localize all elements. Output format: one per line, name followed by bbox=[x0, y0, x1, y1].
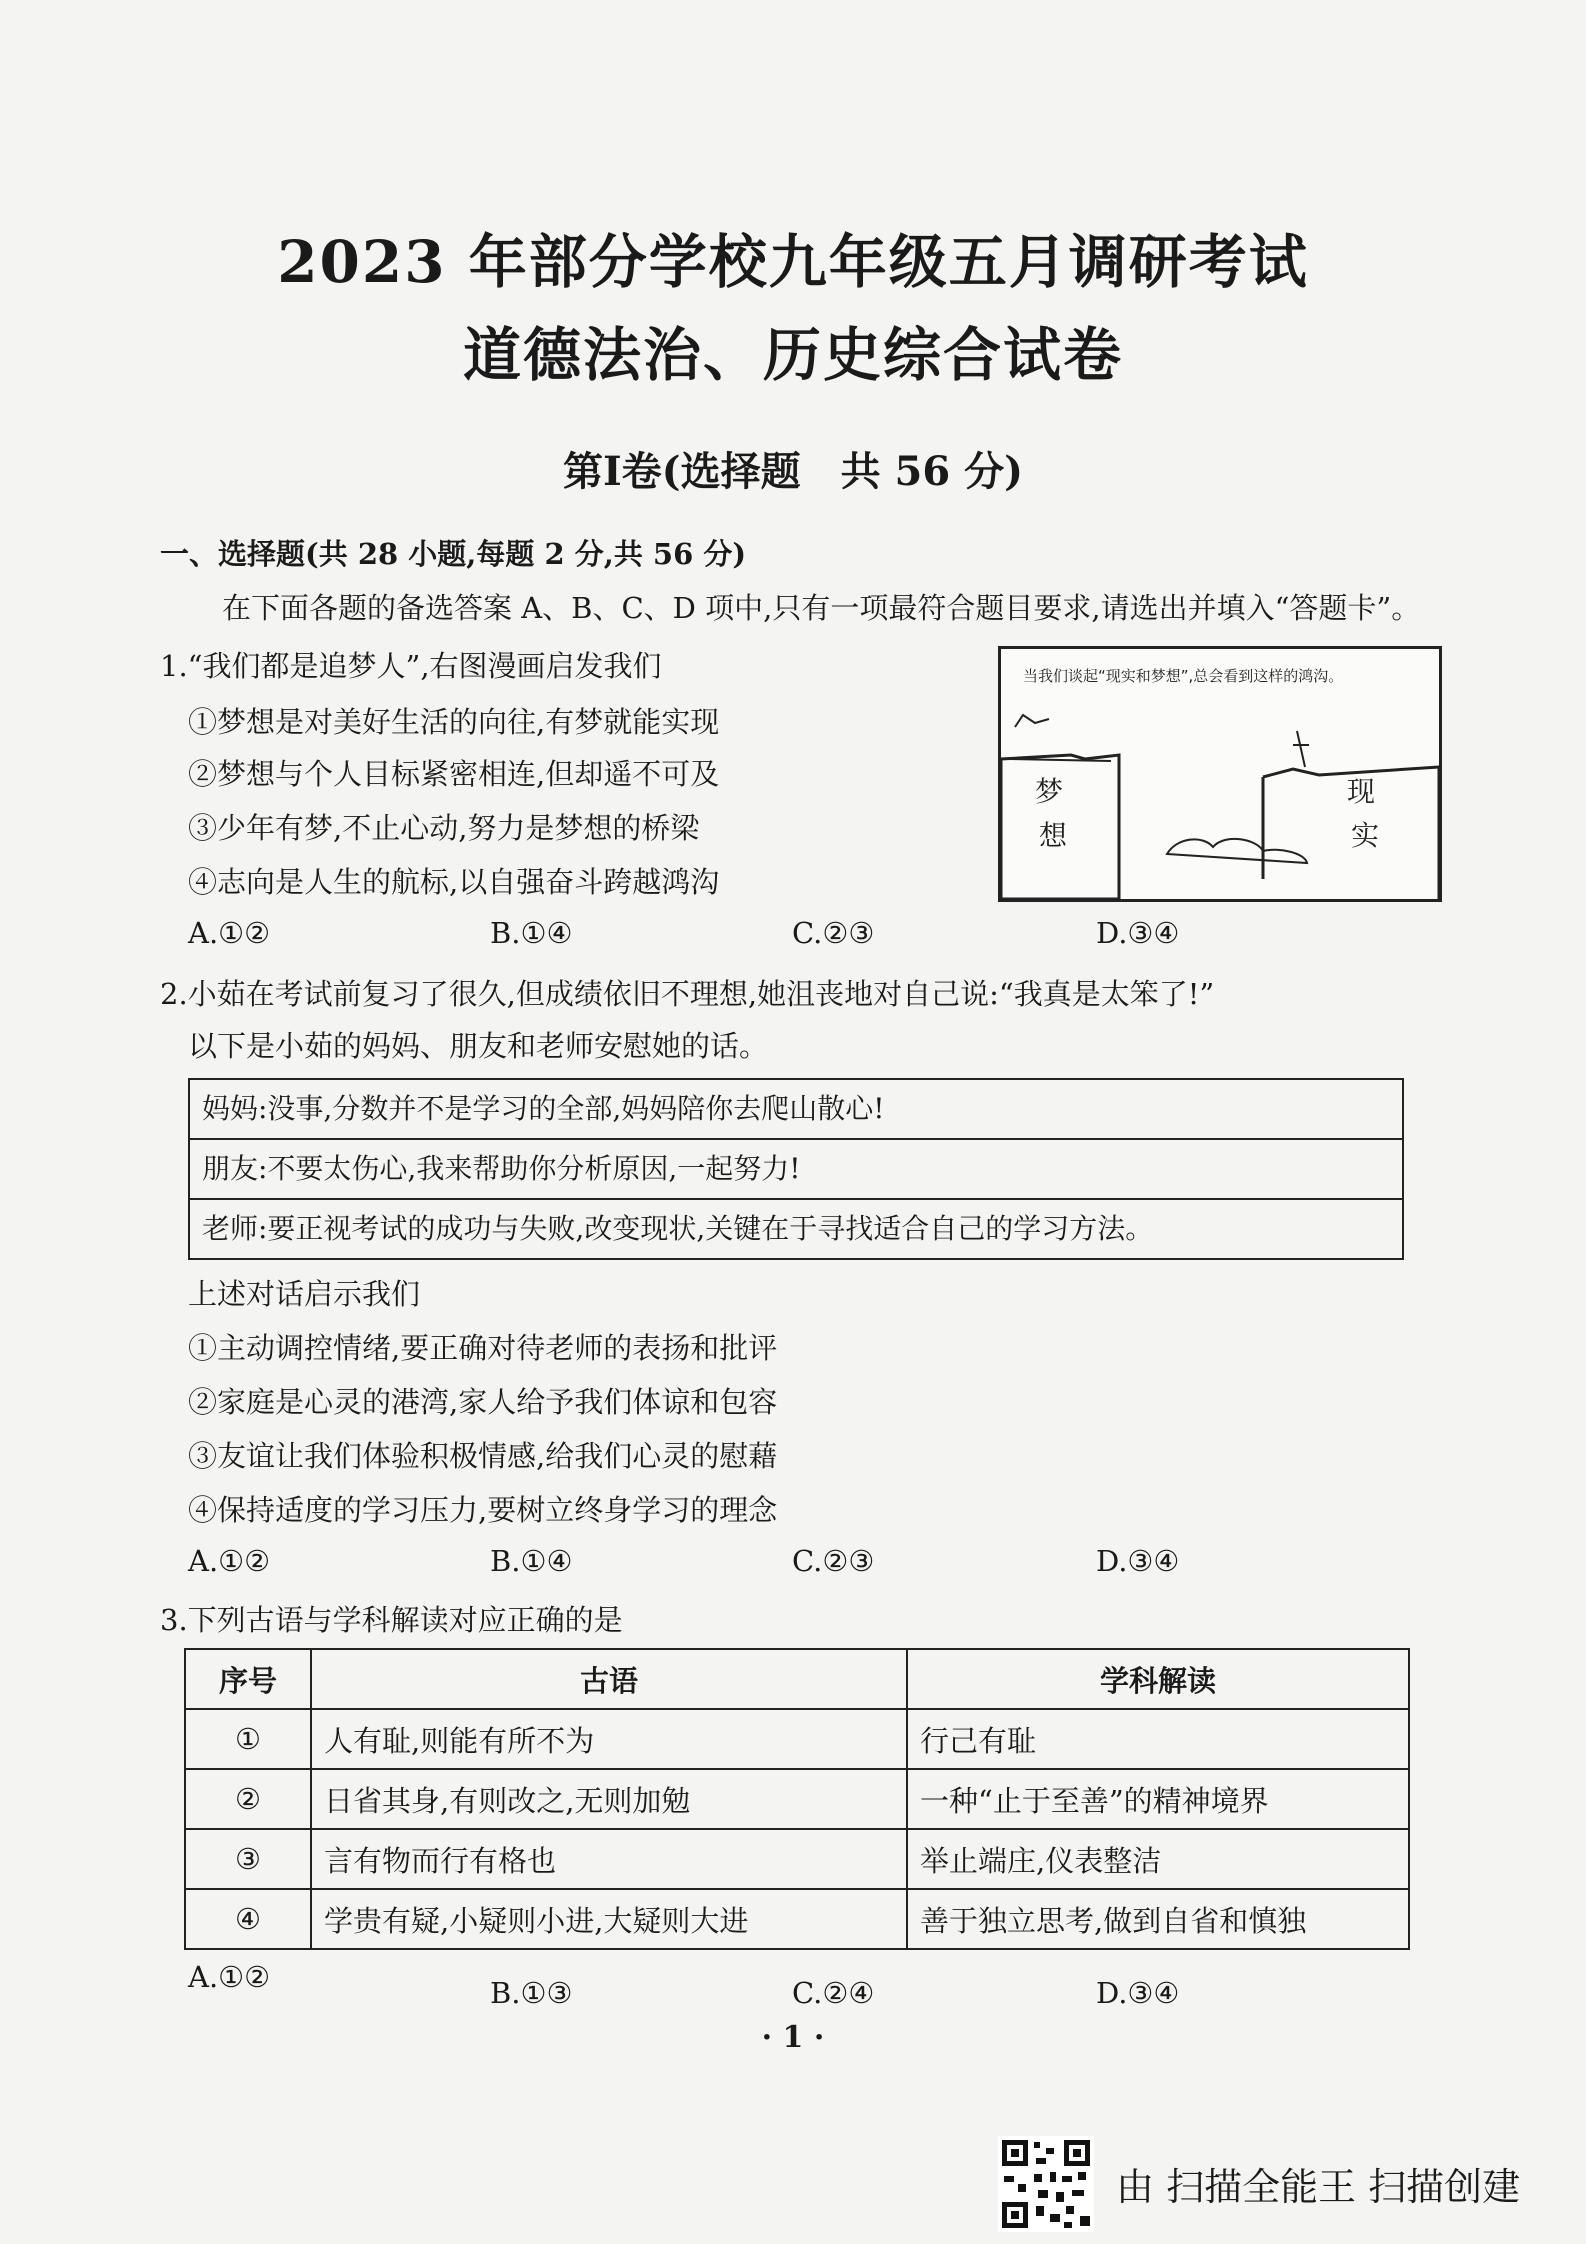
q3-header-saying: 古语 bbox=[311, 1649, 907, 1709]
q1-stem: 1.“我们都是追梦人”,右图漫画启发我们 bbox=[160, 649, 662, 683]
q1-item-2: ②梦想与个人目标紧密相连,但却遥不可及 bbox=[188, 757, 720, 791]
q2-intro: 以下是小茹的妈妈、朋友和老师安慰她的话。 bbox=[188, 1029, 769, 1063]
q3-header-number: 序号 bbox=[185, 1649, 311, 1709]
table-row bbox=[185, 1829, 1409, 1889]
q3-header-row bbox=[185, 1649, 1409, 1709]
q3-table bbox=[184, 1648, 1410, 1950]
q1-option-a: A.①② bbox=[188, 916, 271, 950]
q1-option-c: C.②③ bbox=[792, 916, 875, 950]
q2-lead: 上述对话启示我们 bbox=[188, 1277, 421, 1311]
qr-code-icon bbox=[998, 2136, 1094, 2232]
page-number: · 1 · bbox=[761, 2020, 825, 2055]
q3-cell-interpretation: 行己有耻 bbox=[907, 1709, 1409, 1769]
q3-option-d: D.③④ bbox=[1096, 1976, 1180, 2010]
q2-dialogue-mom: 妈妈:没事,分数并不是学习的全部,妈妈陪你去爬山散心! bbox=[190, 1080, 1402, 1140]
q2-item-1: ①主动调控情绪,要正确对待老师的表扬和批评 bbox=[188, 1331, 778, 1365]
dream-reality-cartoon bbox=[998, 646, 1442, 902]
q3-cell-saying: 日省其身,有则改之,无则加勉 bbox=[311, 1769, 907, 1829]
q3-cell-number: ① bbox=[185, 1709, 311, 1769]
table-row bbox=[185, 1769, 1409, 1829]
exam-title: 2023 年部分学校九年级五月调研考试 bbox=[277, 228, 1309, 296]
q1-item-4: ④志向是人生的航标,以自强奋斗跨越鸿沟 bbox=[188, 865, 720, 899]
q2-option-a: A.①② bbox=[188, 1544, 271, 1578]
q1-option-b: B.①④ bbox=[490, 916, 573, 950]
q3-option-a: A.①② bbox=[188, 1960, 271, 1994]
cartoon-label-dream-1: 梦 bbox=[1035, 775, 1064, 808]
q2-option-c: C.②③ bbox=[792, 1544, 875, 1578]
q1-option-d: D.③④ bbox=[1096, 916, 1180, 950]
q2-dialogue-teacher: 老师:要正视考试的成功与失败,改变现状,关键在于寻找适合自己的学习方法。 bbox=[202, 1212, 1154, 1245]
volume-heading: 第Ⅰ卷(选择题 共 56 分) bbox=[562, 448, 1024, 495]
table-row bbox=[185, 1889, 1409, 1949]
scanner-watermark: 由 扫描全能王 扫描创建 bbox=[1116, 2165, 1521, 2209]
table-row bbox=[185, 1709, 1409, 1769]
q3-cell-interpretation: 善于独立思考,做到自省和慎独 bbox=[907, 1889, 1409, 1949]
q2-item-3: ③友谊让我们体验积极情感,给我们心灵的慰藉 bbox=[188, 1439, 778, 1473]
cartoon-label-reality-1: 现 bbox=[1347, 775, 1376, 808]
section-instruction: 在下面各题的备选答案 A、B、C、D 项中,只有一项最符合题目要求,请选出并填入“答题卡”。 bbox=[222, 591, 1421, 625]
q2-dialogue-box bbox=[188, 1078, 1404, 1260]
cartoon-caption: 当我们谈起“现实和梦想”,总会看到这样的鸿沟。 bbox=[1023, 667, 1344, 685]
q3-header-interpretation: 学科解读 bbox=[907, 1649, 1409, 1709]
exam-subtitle: 道德法治、历史综合试卷 bbox=[462, 321, 1123, 389]
cartoon-drawing bbox=[1001, 649, 1439, 899]
q1-item-3: ③少年有梦,不止心动,努力是梦想的桥梁 bbox=[188, 811, 700, 845]
q2-stem: 2.小茹在考试前复习了很久,但成绩依旧不理想,她沮丧地对自己说:“我真是太笨了!” bbox=[160, 977, 1215, 1011]
section-heading: 一、选择题(共 28 小题,每题 2 分,共 56 分) bbox=[160, 537, 747, 571]
q3-cell-number: ② bbox=[185, 1769, 311, 1829]
q3-cell-interpretation: 举止端庄,仪表整洁 bbox=[907, 1829, 1409, 1889]
q3-cell-number: ④ bbox=[185, 1889, 311, 1949]
q3-stem: 3.下列古语与学科解读对应正确的是 bbox=[160, 1603, 623, 1637]
cartoon-label-dream-2: 想 bbox=[1039, 819, 1068, 852]
q3-cell-saying: 言有物而行有格也 bbox=[311, 1829, 907, 1889]
q3-option-c: C.②④ bbox=[792, 1976, 875, 2010]
cartoon-label-reality-2: 实 bbox=[1351, 819, 1380, 852]
q2-item-2: ②家庭是心灵的港湾,家人给予我们体谅和包容 bbox=[188, 1385, 778, 1419]
q1-item-1: ①梦想是对美好生活的向往,有梦就能实现 bbox=[188, 705, 720, 739]
q3-option-b: B.①③ bbox=[490, 1976, 573, 2010]
q2-dialogue-friend: 朋友:不要太伤心,我来帮助你分析原因,一起努力! bbox=[190, 1140, 1402, 1200]
q3-cell-interpretation: 一种“止于至善”的精神境界 bbox=[907, 1769, 1409, 1829]
q3-cell-saying: 学贵有疑,小疑则小进,大疑则大进 bbox=[311, 1889, 907, 1949]
q3-cell-saying: 人有耻,则能有所不为 bbox=[311, 1709, 907, 1769]
q2-option-b: B.①④ bbox=[490, 1544, 573, 1578]
q2-item-4: ④保持适度的学习压力,要树立终身学习的理念 bbox=[188, 1493, 778, 1527]
q2-option-d: D.③④ bbox=[1096, 1544, 1180, 1578]
q3-cell-number: ③ bbox=[185, 1829, 311, 1889]
